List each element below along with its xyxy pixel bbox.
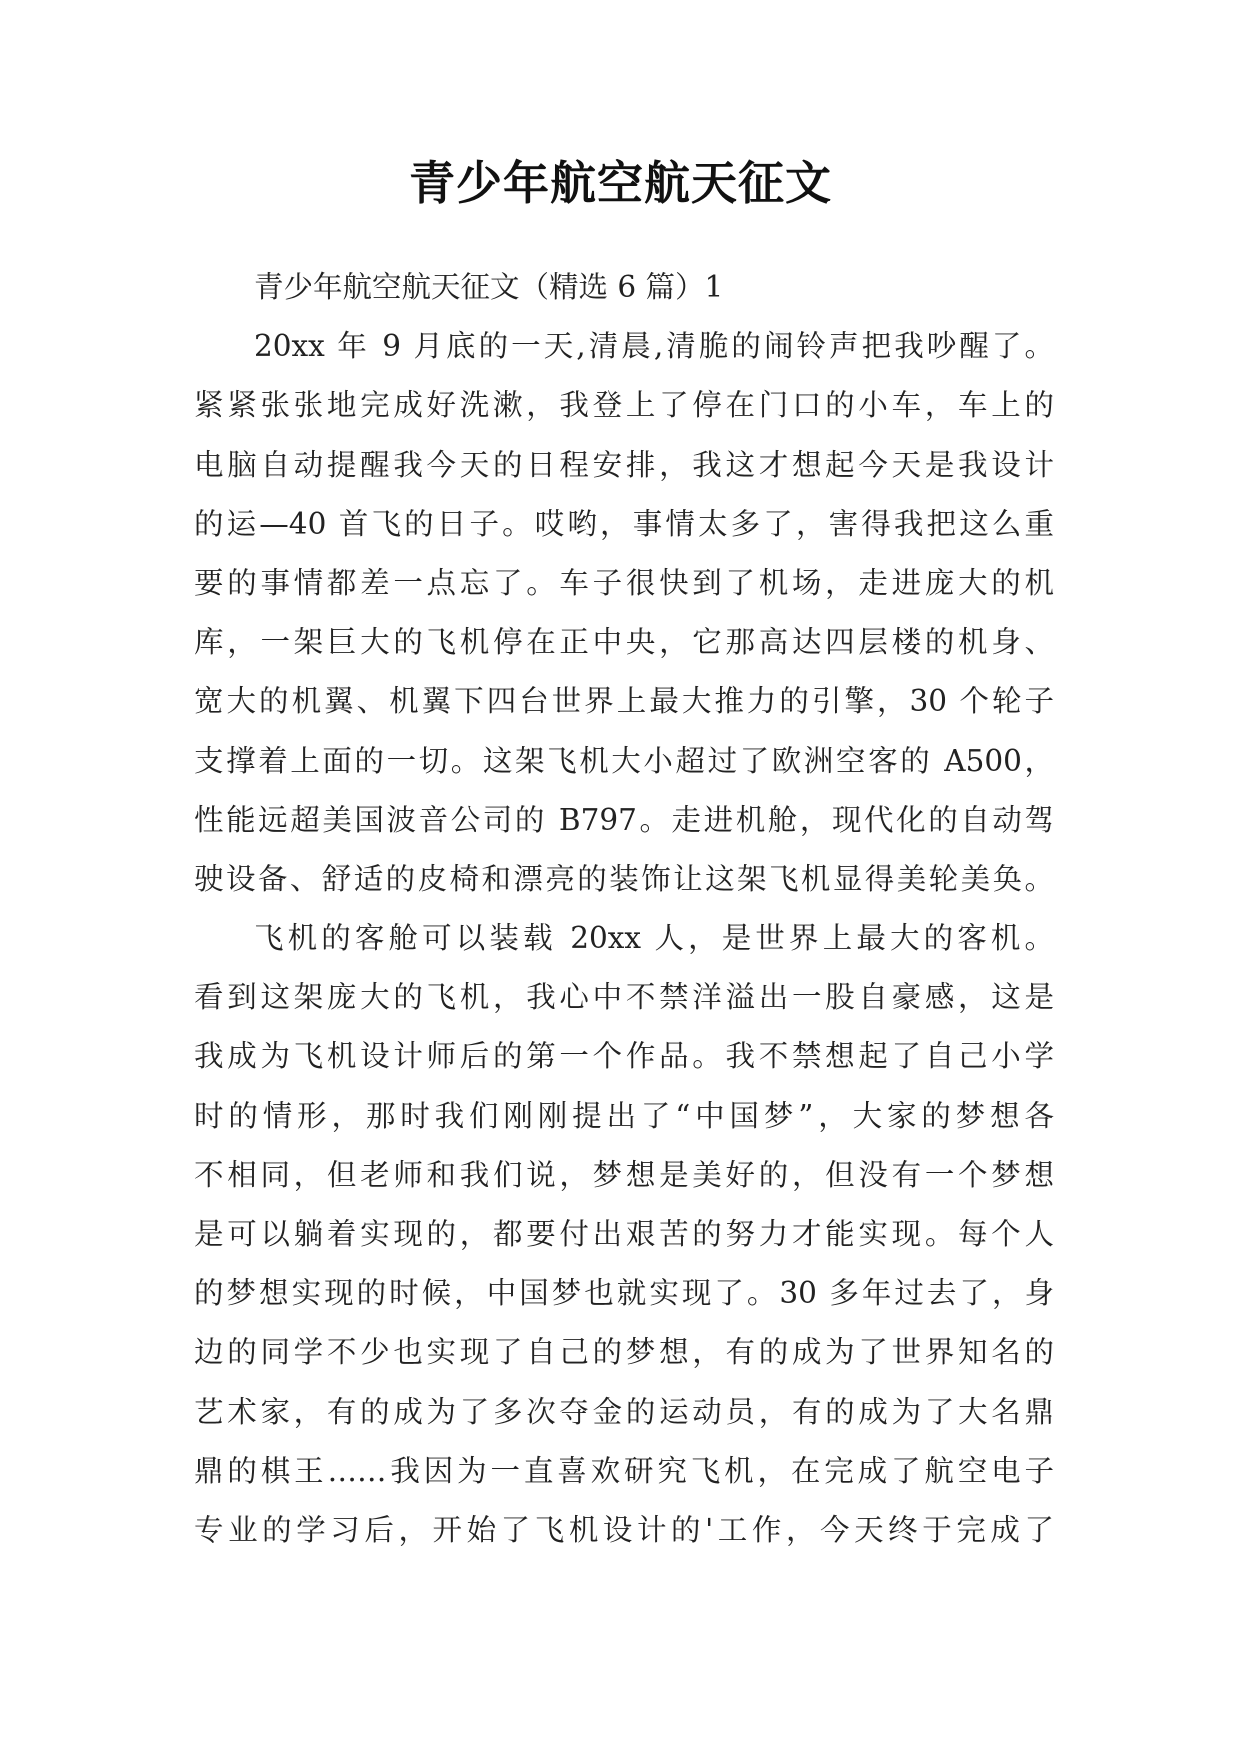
text-line: 20xx 年 9 月底的一天,清晨,清脆的闹铃声把我吵醒了。 xyxy=(254,329,1054,364)
text-line: 性能远超美国波音公司的 B797。走进机舱，现代化的自动驾 xyxy=(194,802,1054,837)
text-line: 我成为飞机设计师后的第一个作品。我不禁想起了自己小学 xyxy=(194,1039,1054,1074)
text-line: 飞机的客舱可以装载 20xx 人，是世界上最大的客机。 xyxy=(254,921,1054,956)
text-line: 专业的学习后，开始了飞机设计的'工作，今天终于完成了 xyxy=(194,1512,1054,1547)
text-line: 驶设备、舒适的皮椅和漂亮的装饰让这架飞机显得美轮美奂。 xyxy=(194,861,1054,896)
document-body xyxy=(194,258,1054,1560)
text-line: 不相同，但老师和我们说，梦想是美好的，但没有一个梦想 xyxy=(194,1157,1054,1192)
text-line: 艺术家，有的成为了多次夺金的运动员，有的成为了大名鼎 xyxy=(194,1394,1054,1429)
text-line: 看到这架庞大的飞机，我心中不禁洋溢出一股自豪感，这是 xyxy=(194,980,1054,1015)
text-line: 要的事情都差一点忘了。车子很快到了机场，走进庞大的机 xyxy=(194,565,1054,600)
document-title: 青少年航空航天征文 xyxy=(409,156,832,210)
text-line: 的梦想实现的时候，中国梦也就实现了。30 多年过去了，身 xyxy=(194,1276,1054,1311)
text-line: 紧紧张张地完成好洗漱，我登上了停在门口的小车，车上的 xyxy=(194,388,1054,423)
text-line: 电脑自动提醒我今天的日程安排，我这才想起今天是我设计 xyxy=(194,447,1054,482)
text-line: 是可以躺着实现的，都要付出艰苦的努力才能实现。每个人 xyxy=(194,1217,1054,1251)
text-line: 青少年航空航天征文（精选 6 篇）1 xyxy=(254,270,724,304)
text-line: 宽大的机翼、机翼下四台世界上最大推力的引擎，30 个轮子 xyxy=(194,684,1054,719)
text-line: 鼎的棋王……我因为一直喜欢研究飞机，在完成了航空电子 xyxy=(194,1453,1054,1488)
text-line: 的运—40 首飞的日子。哎哟，事情太多了，害得我把这么重 xyxy=(194,506,1054,541)
text-line: 支撑着上面的一切。这架飞机大小超过了欧洲空客的 A500， xyxy=(194,743,1054,778)
text-line: 边的同学不少也实现了自己的梦想，有的成为了世界知名的 xyxy=(194,1335,1054,1370)
text-line: 时的情形，那时我们刚刚提出了“中国梦”，大家的梦想各 xyxy=(194,1098,1054,1133)
text-line: 库，一架巨大的飞机停在正中央，它那高达四层楼的机身、 xyxy=(194,625,1054,660)
